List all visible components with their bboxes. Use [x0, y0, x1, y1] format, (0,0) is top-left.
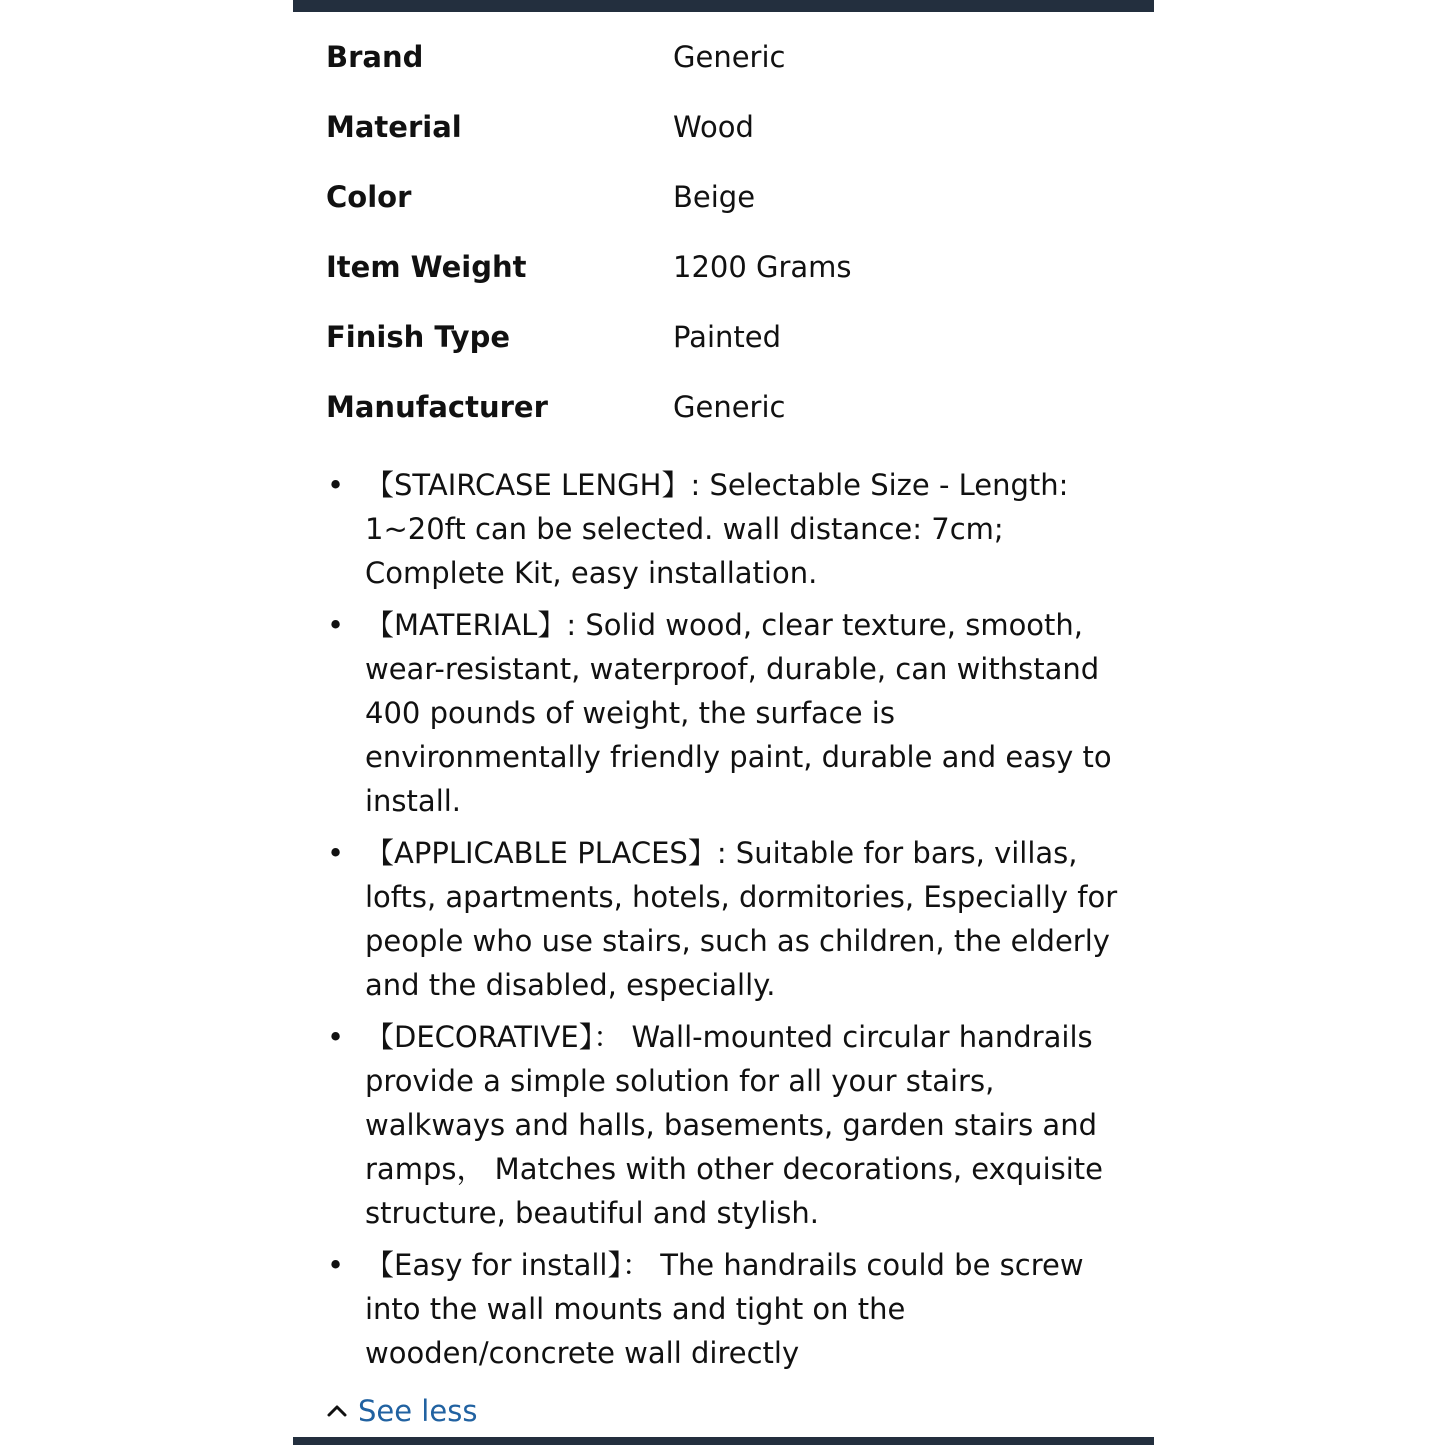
spec-label: Finish Type	[326, 320, 511, 354]
spec-value: Wood	[673, 110, 754, 144]
feature-bullet-text: 【Easy for install】： The handrails could be screw into the wall mounts and tight on the wooden/concrete wall directly	[365, 1248, 1084, 1370]
spec-label: Manufacturer	[326, 390, 548, 424]
spec-value: Beige	[673, 180, 756, 214]
bullet-dot-icon: •	[327, 836, 345, 870]
feature-bullet-list	[293, 463, 1154, 1383]
feature-bullet-text: 【STAIRCASE LENGH】: Selectable Size - Length: 1~20ft can be selected. wall distance: 7cm; Complete Kit, easy installation.	[365, 468, 1069, 590]
bullet-dot-icon: •	[327, 608, 345, 642]
spec-value: Generic	[673, 40, 786, 74]
spec-value: Painted	[673, 320, 782, 354]
spec-value: Generic	[673, 390, 786, 424]
spec-label: Item Weight	[326, 250, 527, 284]
bullet-dot-icon: •	[327, 1248, 345, 1282]
bullet-dot-icon: •	[327, 1020, 345, 1054]
spec-row-material	[326, 92, 1126, 162]
spec-label: Brand	[326, 40, 424, 74]
spec-row-finish-type	[326, 302, 1126, 372]
spec-row-manufacturer	[326, 372, 1126, 442]
product-details-panel	[293, 0, 1154, 1445]
spec-value: 1200 Grams	[673, 250, 852, 284]
see-less-link[interactable]	[326, 1394, 477, 1428]
feature-bullet	[293, 603, 1154, 823]
top-bar	[293, 0, 1154, 12]
feature-bullet	[293, 1243, 1154, 1375]
feature-bullet	[293, 1015, 1154, 1235]
spec-row-item-weight	[326, 232, 1126, 302]
chevron-up-icon	[326, 1400, 348, 1422]
bullet-dot-icon: •	[327, 468, 345, 502]
spec-table	[326, 22, 1126, 442]
bottom-bar	[293, 1437, 1154, 1445]
spec-label: Material	[326, 110, 462, 144]
feature-bullet	[293, 463, 1154, 595]
spec-row-brand	[326, 22, 1126, 92]
feature-bullet	[293, 831, 1154, 1007]
feature-bullet-text: 【DECORATIVE】： Wall-mounted circular handrails provide a simple solution for all your stairs, walkways and halls, basements, garden stairs and ramps， Matches with other decorations, exquisite structure, beautiful and stylish.	[365, 1020, 1103, 1230]
feature-bullet-text: 【MATERIAL】: Solid wood, clear texture, smooth, wear-resistant, waterproof, durable, can withstand 400 pounds of weight, the surface is environmentally friendly paint, durable and easy to install.	[365, 608, 1112, 818]
spec-row-color	[326, 162, 1126, 232]
see-less-label[interactable]: See less	[358, 1394, 478, 1428]
spec-label: Color	[326, 180, 412, 214]
feature-bullet-text: 【APPLICABLE PLACES】: Suitable for bars, villas, lofts, apartments, hotels, dormitories, Especially for people who use stairs, such as children, the elderly and the disabled, especially.	[365, 836, 1118, 1002]
